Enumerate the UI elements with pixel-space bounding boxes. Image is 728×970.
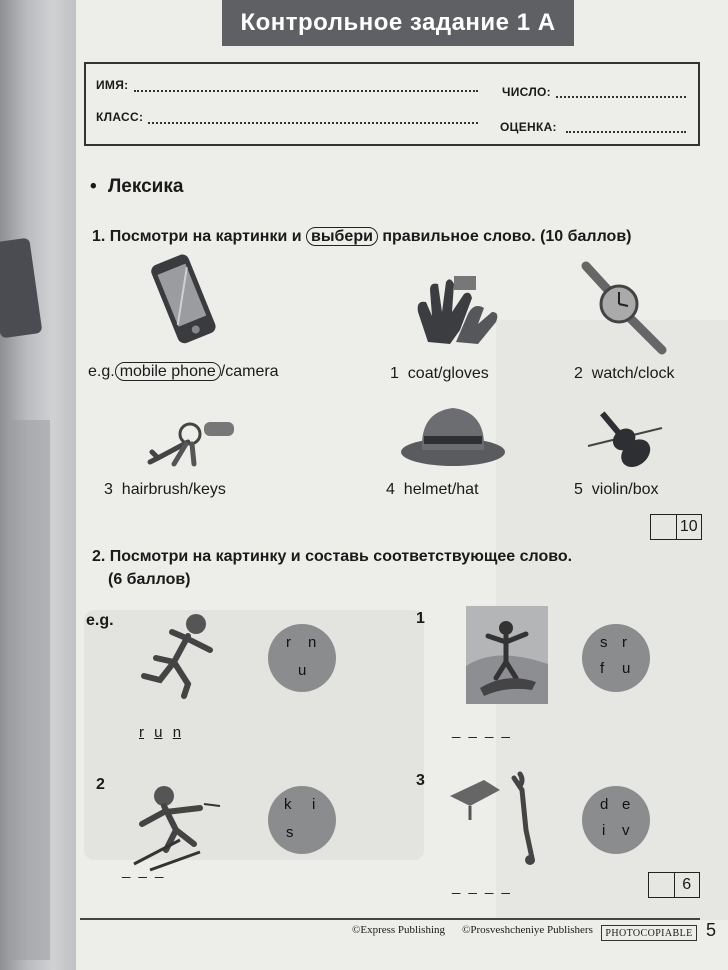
example-rest: /camera bbox=[220, 363, 279, 380]
example-prefix: e.g. bbox=[88, 363, 115, 380]
copyright-express: ©Express Publishing bbox=[352, 924, 446, 936]
diver-picture bbox=[440, 770, 556, 868]
item3-letter-circle bbox=[582, 786, 650, 854]
class-field[interactable] bbox=[148, 122, 478, 124]
bullet-icon: • bbox=[90, 176, 97, 197]
date-label: ЧИСЛО: bbox=[502, 85, 551, 99]
letter: u bbox=[298, 662, 307, 679]
mobile-phone-picture bbox=[146, 250, 226, 350]
task1-circled-word: выбери bbox=[306, 227, 378, 246]
item1-answer-blanks[interactable]: _ _ _ _ bbox=[452, 722, 512, 739]
running-boy-picture bbox=[126, 610, 236, 700]
task1-instruction-end: правильное слово. (10 баллов) bbox=[377, 228, 632, 245]
task1-example bbox=[88, 363, 279, 381]
answer-letter: r bbox=[139, 724, 144, 741]
task2-instruction: 2. Посмотри на картинку и составь соответствующее слово. bbox=[92, 548, 573, 565]
grade-label: ОЦЕНКА: bbox=[500, 120, 557, 134]
surfer-picture bbox=[466, 606, 548, 704]
task1-item-4 bbox=[386, 481, 479, 499]
task1-item-2 bbox=[574, 365, 675, 383]
score-input-cell[interactable] bbox=[649, 873, 675, 897]
item1-letter-circle bbox=[582, 624, 650, 692]
letter: r bbox=[622, 634, 627, 651]
example-answer bbox=[136, 724, 184, 741]
binding-shadow bbox=[10, 420, 50, 960]
photocopiable-badge: PHOTOCOPIABLE bbox=[601, 925, 697, 941]
score-max: 10 bbox=[679, 518, 698, 535]
letter: u bbox=[622, 660, 631, 677]
task1-instruction-start: 1. Посмотри на картинки и bbox=[92, 228, 307, 245]
letter: s bbox=[600, 634, 608, 651]
letter: v bbox=[622, 822, 630, 839]
item2-letter-circle bbox=[268, 786, 336, 854]
task2-item3-number: 3 bbox=[416, 772, 425, 789]
item-options[interactable]: watch/clock bbox=[591, 365, 675, 382]
name-field[interactable] bbox=[134, 90, 478, 92]
item-options[interactable]: violin/box bbox=[591, 481, 659, 498]
task2-example-label: e.g. bbox=[86, 612, 114, 629]
gloves-picture bbox=[408, 272, 504, 346]
item-options[interactable]: helmet/hat bbox=[403, 481, 479, 498]
copyright-prosveshcheniye: ©Prosveshcheniye Publishers bbox=[462, 924, 593, 936]
letter: f bbox=[600, 660, 605, 677]
name-label: ИМЯ: bbox=[96, 78, 129, 92]
skier-picture bbox=[130, 778, 226, 872]
score-input-cell[interactable] bbox=[651, 515, 677, 539]
letter: s bbox=[286, 824, 294, 841]
item-options[interactable]: hairbrush/keys bbox=[121, 481, 226, 498]
student-info-box bbox=[84, 62, 700, 146]
letter: r bbox=[286, 634, 291, 651]
binding-phone-image bbox=[0, 238, 42, 339]
task1-item-1 bbox=[390, 365, 489, 383]
score-max: 6 bbox=[682, 876, 692, 893]
section-title: Лексика bbox=[107, 176, 184, 197]
violin-picture bbox=[584, 398, 670, 476]
hat-picture bbox=[398, 400, 508, 470]
keys-picture bbox=[134, 412, 242, 468]
letter: i bbox=[602, 822, 606, 839]
item3-answer-blanks[interactable]: _ _ _ _ bbox=[452, 878, 512, 895]
task2-points: (6 баллов) bbox=[108, 571, 191, 588]
task2-item1-number: 1 bbox=[416, 610, 425, 627]
footer-divider bbox=[80, 918, 700, 920]
letter: k bbox=[284, 796, 292, 813]
book-binding bbox=[0, 0, 76, 970]
letter: d bbox=[600, 796, 609, 813]
page-number: 5 bbox=[706, 920, 717, 940]
item-number: 3 bbox=[104, 481, 113, 498]
task1-instruction bbox=[92, 228, 631, 246]
task1-score-box bbox=[650, 514, 702, 540]
answer-letter: u bbox=[154, 724, 163, 741]
letter: n bbox=[308, 634, 317, 651]
page-title: Контрольное задание 1 А bbox=[222, 0, 574, 46]
letter: i bbox=[312, 796, 316, 813]
task1-item-3 bbox=[104, 481, 226, 499]
item-number: 5 bbox=[574, 481, 583, 498]
date-field[interactable] bbox=[556, 96, 686, 98]
item-number: 4 bbox=[386, 481, 395, 498]
answer-letter: n bbox=[172, 724, 182, 741]
task1-item-5 bbox=[574, 481, 659, 499]
grade-field[interactable] bbox=[566, 131, 686, 133]
task2-item2-number: 2 bbox=[96, 776, 105, 793]
letter: e bbox=[622, 796, 631, 813]
example-letter-circle bbox=[268, 624, 336, 692]
item-number: 1 bbox=[390, 365, 399, 382]
class-label: КЛАСС: bbox=[96, 110, 144, 124]
example-circled-answer: mobile phone bbox=[115, 362, 221, 381]
item2-answer-blanks[interactable]: _ _ _ bbox=[122, 862, 166, 879]
item-number: 2 bbox=[574, 365, 583, 382]
watch-picture bbox=[578, 256, 668, 356]
section-heading bbox=[90, 176, 183, 198]
item-options[interactable]: coat/gloves bbox=[407, 365, 489, 382]
task2-score-box bbox=[648, 872, 700, 898]
